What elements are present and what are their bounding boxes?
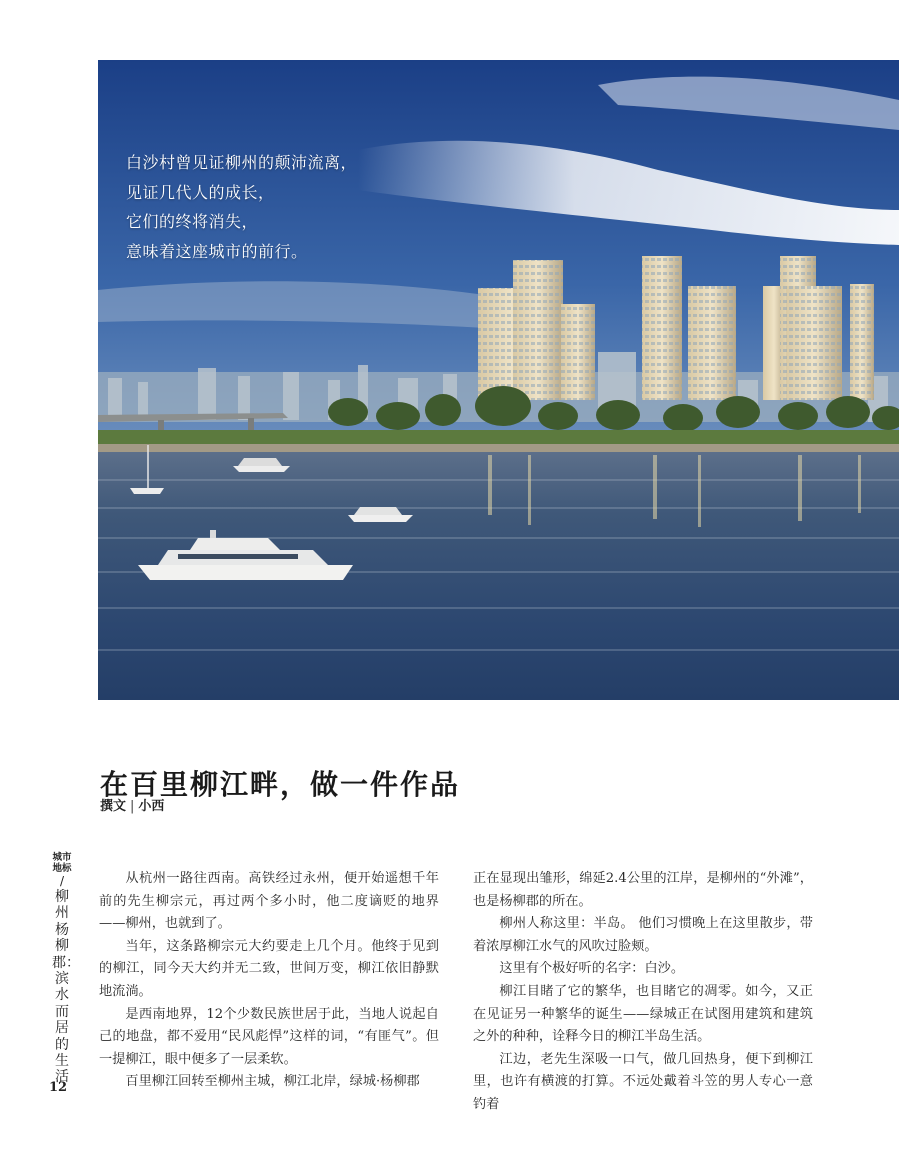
byline-author: 小西	[138, 799, 165, 814]
paragraph-continuation: 正在显现出雏形，绵延2.4公里的江岸，是柳州的“外滩”，也是杨柳郡的所在。	[473, 871, 813, 909]
caption-line: 白沙村曾见证柳州的颠沛流离，	[126, 153, 358, 172]
section-sidebar	[52, 852, 80, 1086]
byline-separator: |	[130, 799, 135, 814]
paragraph: 江边，老先生深吸一口气，做几回热身，便下到柳江里，也许有横渡的打算。不远处戴着斗笠的男人专心一意钓着	[473, 1051, 813, 1112]
paragraph: 是西南地界，12个少数民族世居于此，当地人说起自己的地盘，都不爱用“民风彪悍”这样的词，“有匪气”。但一提柳江，眼中便多了一层柔软。	[99, 1006, 439, 1067]
page-number: 12	[49, 1080, 68, 1095]
caption-line: 见证几代人的成长，	[126, 182, 275, 202]
byline	[100, 795, 164, 814]
section-label: 城市地标	[52, 852, 72, 874]
caption-line: 它们的终将消失，	[126, 212, 259, 231]
section-title: 柳州杨柳郡：滨水而居的生活	[52, 889, 80, 1086]
section-slash: /	[59, 874, 65, 888]
paragraph: 柳州人称这里：半岛。 他们习惯晚上在这里散步，带着浓厚柳江水气的风吹过脸颊。	[473, 916, 813, 954]
paragraph: 百里柳江回转至柳州主城，柳江北岸，绿城·杨柳郡	[125, 1074, 420, 1090]
body-column-right	[473, 868, 813, 1117]
body-column-left	[99, 868, 439, 1094]
byline-label: 撰文	[100, 799, 127, 814]
high-rise-towers	[478, 256, 874, 400]
paragraph: 当年，这条路柳宗元大约要走上几个月。他终于见到的柳江，同今天大约并无二致，世间万变，柳江依旧静默地流淌。	[99, 938, 439, 999]
article-title: 在百里柳江畔，做一件作品	[100, 767, 461, 801]
paragraph: 从杭州一路往西南。高铁经过永州，便开始遥想千年前的先生柳宗元，再过两个多小时，他二度谪贬的地界——柳州，也就到了。	[99, 871, 439, 932]
paragraph: 这里有个极好听的名字：白沙。	[499, 961, 685, 977]
paragraph: 柳江目睹了它的繁华，也目睹它的凋零。如今，又正在见证另一种繁华的诞生——绿城正在试图用建筑和建筑之外的种种，诠释今日的柳江半岛生活。	[473, 983, 813, 1045]
hero-caption	[126, 148, 446, 266]
caption-line: 意味着这座城市的前行。	[126, 241, 308, 261]
